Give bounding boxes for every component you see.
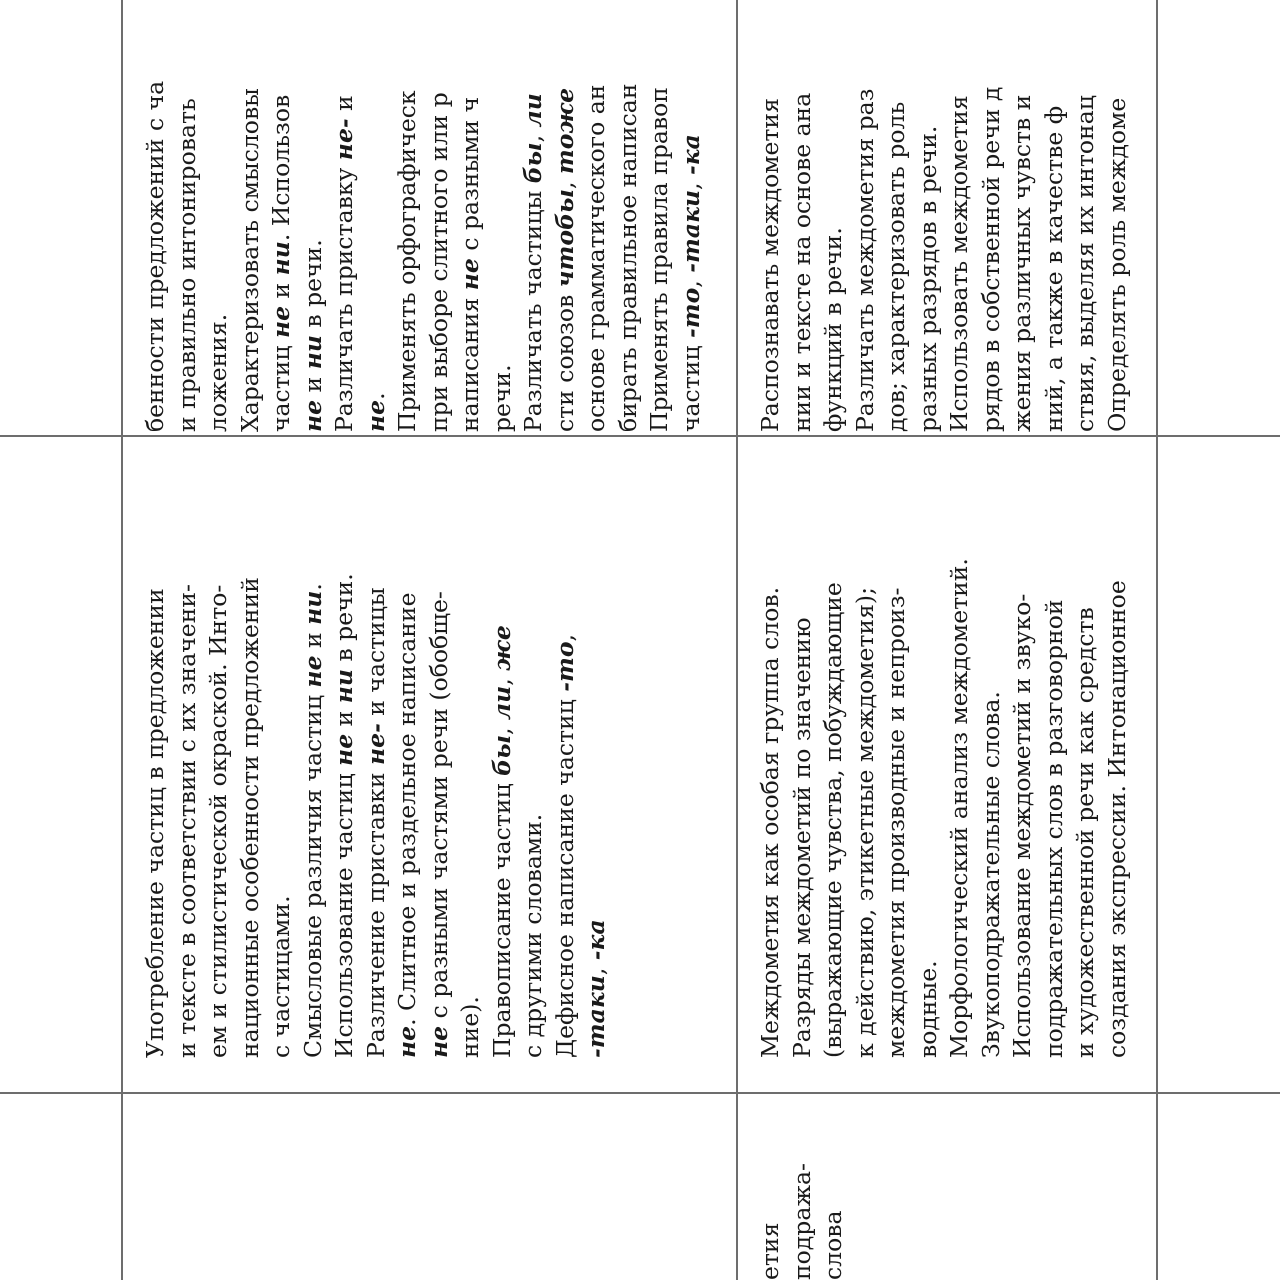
row1-content-cell-line: не с разными частями речи (обобще-: [424, 591, 453, 1058]
row2-activity-cell-line: нии и тексте на основе ана: [787, 92, 816, 432]
row1-activity-cell-line: бенности предложений с ча: [141, 80, 169, 432]
row1-activity-cell-line: Применять орфографическ: [393, 90, 421, 432]
row1-activity-cell-line: Различать приставку не- и: [330, 95, 358, 432]
row1-content-cell-line: с другими словами.: [519, 813, 547, 1058]
row2-content-cell-line: Использование междометий и звуко-: [1008, 593, 1036, 1058]
row1-activity-cell-line: не и ни в речи.: [298, 239, 327, 432]
row1-content-cell-line: не. Слитное и раздельное написание: [393, 592, 421, 1058]
row1-activity-cell-line: речи.: [487, 364, 516, 432]
row1-content-cell-line: национные особенности предложений: [235, 577, 264, 1058]
row1-activity-cell-line: частиц -то, -таки, -ка: [676, 134, 705, 432]
row2-topic-cell-line: подража-: [787, 1163, 816, 1280]
row1-activity-cell-line: сти союзов чтобы, тоже: [550, 87, 579, 432]
table-border-right: [1156, 0, 1158, 1280]
row2-content-cell-line: подражательных слов в разговорной: [1039, 599, 1068, 1058]
row2-activity-cell-line: жения различных чувств и: [1008, 94, 1036, 432]
row1-content-cell-line: ние).: [456, 996, 484, 1058]
row2-content-cell-line: к действию, этикетные междометия);: [850, 587, 879, 1058]
row1-activity-cell-line: при выборе слитного или р: [424, 92, 453, 432]
row1-activity-cell-line: основе грамматического ан: [582, 84, 610, 432]
row-divider: [736, 0, 738, 1280]
row1-content-cell-line: -таки, -ка: [582, 919, 610, 1058]
row2-content-cell-line: Звукоподражательные слова.: [976, 691, 1005, 1058]
row1-content-cell-line: Правописание частиц бы, ли, же: [487, 625, 516, 1058]
row1-content-cell-line: с частицами.: [267, 895, 295, 1058]
row1-activity-cell-line: Характеризовать смысловы: [235, 88, 264, 432]
row1-activity-cell-line: и правильно интонировать: [172, 98, 201, 432]
row2-activity-cell-line: рядов в собственной речи д: [976, 86, 1005, 432]
row1-content-cell-line: и тексте в соответствии с их значени-: [172, 584, 201, 1058]
row1-activity-cell-line: Различать частицы бы, ли: [519, 93, 547, 432]
row2-topic-cell-line: слова: [819, 1210, 847, 1280]
row1-activity-cell-line: частиц не и ни. Использов: [267, 94, 295, 432]
row2-topic-cell: [755, 1150, 935, 1280]
row1-activity-cell-line: не.: [361, 392, 390, 432]
row1-content-cell-line: Дефисное написание частиц -то,: [550, 633, 579, 1058]
row2-activity-cell-line: Определять роль междоме: [1102, 97, 1131, 432]
row1-activity-cell-line: написания не с разными ч: [456, 96, 484, 432]
row2-content-cell-line: Междометия как особая группа слов.: [756, 586, 784, 1058]
row1-content-cell-line: Различение приставки не- и частицы: [361, 587, 390, 1058]
column-divider-content-activity: [0, 435, 1280, 437]
row2-content-cell-line: и художественной речи как средств: [1071, 607, 1099, 1058]
row1-content-cell-line: ем и стилистической окраской. Инто-: [204, 584, 232, 1058]
row2-activity-cell-line: ствия, выделяя их интонац: [1071, 95, 1099, 432]
row1-activity-cell: [140, 2, 800, 432]
row2-topic-cell-line: етия: [756, 1222, 784, 1280]
row2-content-cell-line: водные.: [913, 960, 942, 1058]
row2-activity-cell-line: дов; характеризовать роль: [882, 101, 910, 432]
row1-content-cell-line: Употребление частиц в предложении: [141, 588, 169, 1058]
row1-activity-cell-line: бирать правильное написан: [613, 83, 642, 432]
row1-activity-cell-line: ложения.: [204, 313, 232, 432]
row2-activity-cell-line: Использовать междометия: [945, 95, 973, 432]
row2-activity-cell-line: функций в речи.: [819, 227, 847, 432]
row2-activity-cell-line: Распознавать междометия: [756, 98, 784, 432]
table-border-left: [121, 0, 123, 1280]
row2-activity-cell-line: разных разрядов в речи.: [913, 125, 942, 432]
row2-activity-cell-line: ний, а также в качестве ф: [1039, 105, 1068, 432]
row2-content-cell-line: Разряды междометий по значению: [787, 617, 816, 1058]
row1-activity-cell-line: Применять правила правоп: [645, 87, 673, 432]
row2-content-cell-line: Морфологический анализ междометий.: [945, 558, 973, 1058]
row1-content-cell-line: Использование частиц не и ни в речи.: [330, 573, 358, 1058]
row2-content-cell-line: междометия производные и непроиз-: [882, 587, 910, 1058]
row2-activity-cell-line: Различать междометия раз: [850, 88, 879, 432]
row1-content-cell-line: Смысловые различия частиц не и ни.: [298, 583, 327, 1058]
column-divider-topic-content: [0, 1092, 1280, 1094]
row2-activity-cell: [755, 2, 1175, 432]
row2-content-cell-line: (выражающие чувства, побуждающие: [819, 582, 847, 1058]
row2-content-cell-line: создания экспрессии. Интонационное: [1102, 580, 1131, 1058]
